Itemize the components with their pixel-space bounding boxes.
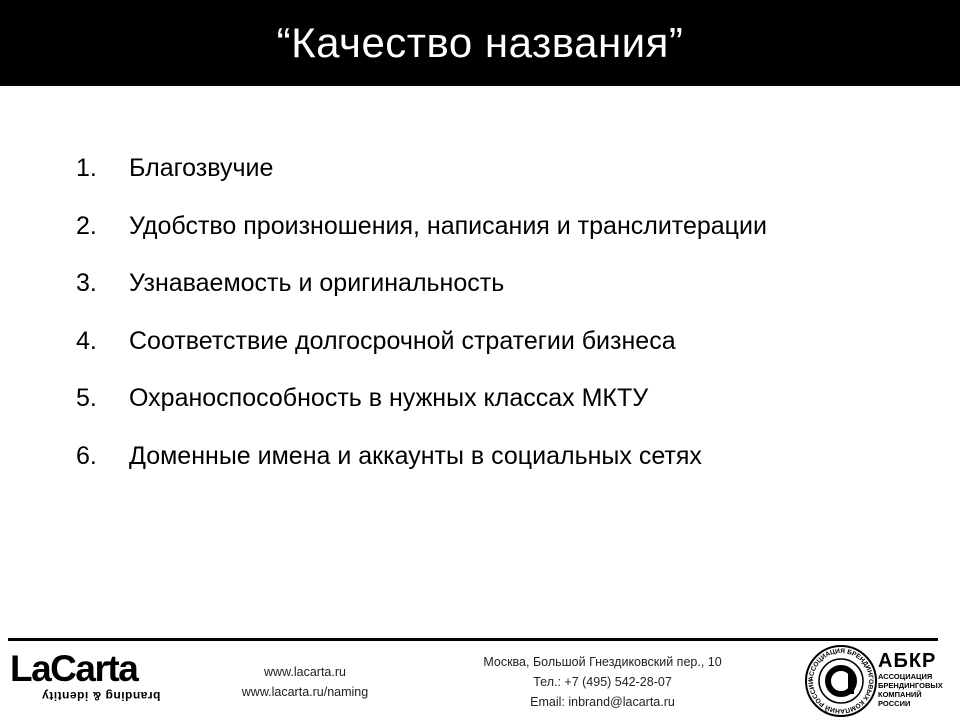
naming-link[interactable]: www.lacarta.ru/naming (241, 685, 369, 699)
list-item-number: 2. (76, 211, 97, 240)
list-item-number: 5. (76, 384, 97, 412)
list-item (0, 255, 960, 313)
lacarta-logo (10, 648, 170, 703)
list-item-number: 4. (76, 326, 97, 355)
list-item (0, 140, 960, 198)
list-item (0, 428, 960, 486)
website-link[interactable]: www.lacarta.ru (264, 665, 346, 679)
list-item-number: 3. (76, 269, 97, 297)
association-name (878, 650, 958, 708)
footer-divider (8, 638, 938, 641)
association-line: КОМПАНИЙ (878, 690, 922, 699)
criteria-list (0, 140, 960, 485)
list-item-text: Узнаваемость и оригинальность (129, 269, 505, 297)
logo-wordmark: LaCarta (10, 648, 138, 689)
slide-title: “Качество названия” (276, 19, 684, 66)
email-text[interactable]: Email: inbrand@lacarta.ru (530, 695, 675, 709)
phone-text: Тел.: +7 (495) 542-28-07 (533, 675, 672, 689)
list-item (0, 198, 960, 256)
list-item-text: Соответствие долгосрочной стратегии бизнеса (129, 326, 676, 355)
address-text: Москва, Большой Гнездиковский пер., 10 (483, 655, 722, 669)
list-item-number: 1. (76, 154, 97, 182)
logo-tagline: branding & identity (41, 689, 161, 703)
list-item-number: 6. (76, 441, 97, 470)
title-bar (0, 0, 960, 86)
footer-contacts (430, 652, 775, 712)
svg-text:АССОЦИАЦИЯ БРЕНДИНГОВЫХ КОМПАН (808, 648, 874, 714)
association-abbr: АБКР (878, 650, 937, 672)
list-item-text: Доменные имена и аккаунты в социальных сетях (129, 441, 702, 470)
list-item (0, 370, 960, 428)
footer-links (210, 662, 400, 702)
association-seal-icon (804, 644, 878, 718)
association-line: РОССИИ (878, 699, 911, 708)
list-item-text: Охраноспособность в нужных классах МКТУ (129, 384, 649, 412)
list-item-text: Удобство произношения, написания и транслитерации (129, 211, 767, 240)
association-line: БРЕНДИНГОВЫХ (878, 681, 943, 690)
list-item-text: Благозвучие (129, 154, 274, 182)
seal-ring-text: АССОЦИАЦИЯ БРЕНДИНГОВЫХ КОМПАНИЙ РОССИИ (807, 647, 875, 715)
list-item (0, 313, 960, 371)
association-line: АССОЦИАЦИЯ (878, 672, 933, 681)
